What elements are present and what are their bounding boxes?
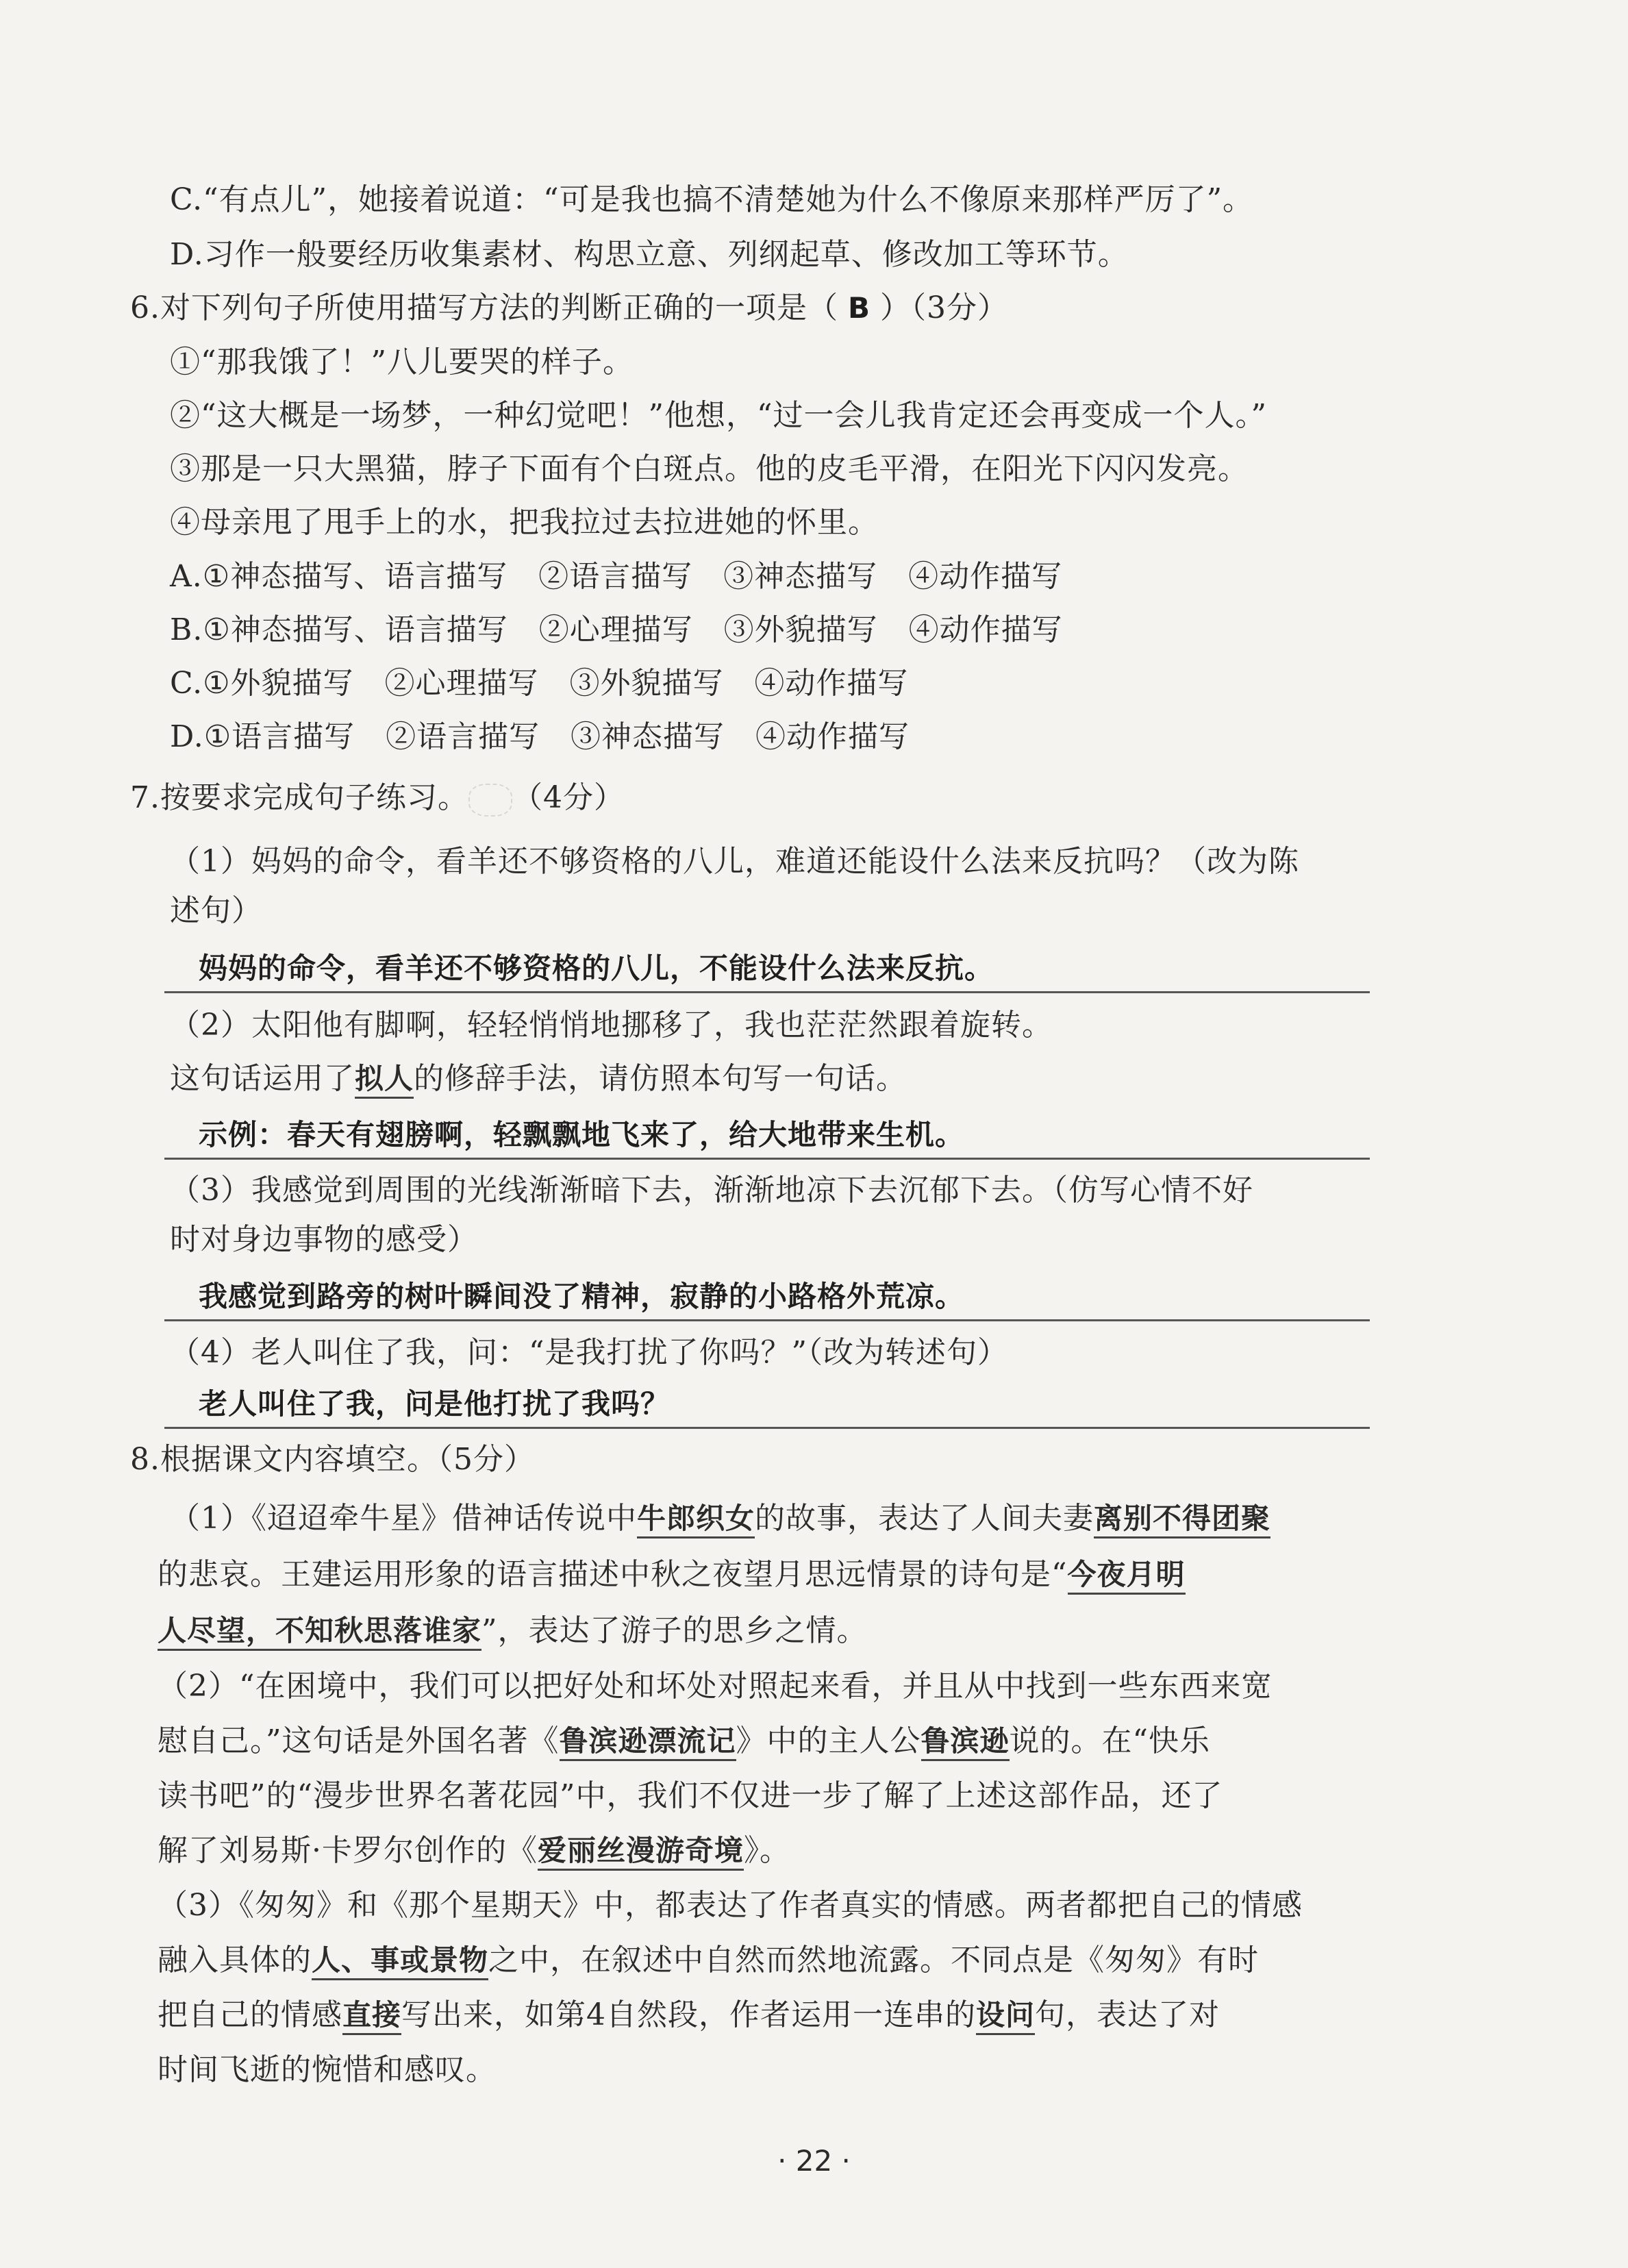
q8-fill-5: 鲁滨逊 bbox=[921, 1724, 1010, 1761]
q8-line-10: 把自己的情感直接写出来，如第4自然段，作者运用一连串的设问句，表达了对 bbox=[158, 2000, 1220, 2030]
q6-option-b: B.①神态描写、语言描写 ②心理描写 ③外貌描写 ④动作描写 bbox=[170, 612, 1063, 647]
q8-fill-7: 人、事或景物 bbox=[312, 1943, 488, 1980]
answer-line bbox=[164, 991, 1370, 993]
q7-stem: 7.按要求完成句子练习。 （4分） bbox=[130, 780, 625, 815]
q7-prompt-2a: （2）太阳他有脚啊，轻轻悄悄地挪移了，我也茫茫然跟着旋转。 bbox=[170, 1008, 1053, 1043]
q6-sentence-4: ④母亲甩了甩手上的水，把我拉过去拉进她的怀里。 bbox=[170, 505, 879, 540]
q8-line-6: 读书吧”的“漫步世界名著花园”中，我们不仅进一步了解了上述这部作品，还了 bbox=[158, 1778, 1223, 1813]
q7-prompt-4: （4）老人叫住了我，问：“是我打扰了你吗？”（改为转述句） bbox=[170, 1335, 1008, 1370]
q7-answer-4: 老人叫住了我，问是他打扰了我吗？ bbox=[199, 1387, 671, 1421]
q8-line-5: 慰自己。”这句话是外国名著《鲁滨逊漂流记》中的主人公鲁滨逊说的。在“快乐 bbox=[158, 1726, 1210, 1756]
q7-prompt-1b: 述句） bbox=[170, 893, 262, 928]
q7-fill-rhetoric: 拟人 bbox=[355, 1062, 414, 1099]
q7-prompt-3a: （3）我感觉到周围的光线渐渐暗下去，渐渐地凉下去沉郁下去。（仿写心情不好 bbox=[170, 1173, 1253, 1208]
q7-answer-1: 妈妈的命令，看羊还不够资格的八儿，不能设什么法来反抗。 bbox=[199, 951, 994, 985]
q7-prompt-1a: （1）妈妈的命令，看羊还不够资格的八儿，难道还能设什么法来反抗吗？（改为陈 bbox=[170, 844, 1299, 879]
q8-fill-8: 直接 bbox=[342, 1998, 401, 2035]
q8-fill-4: 鲁滨逊漂流记 bbox=[560, 1724, 736, 1761]
q5-option-c: C.“有点儿”，她接着说道：“可是我也搞不清楚她为什么不像原来那样严厉了”。 bbox=[170, 182, 1254, 217]
q6-option-c: C.①外貌描写 ②心理描写 ③外貌描写 ④动作描写 bbox=[170, 666, 909, 701]
q8-fill-2: 离别不得团聚 bbox=[1094, 1501, 1270, 1538]
q8-fill-6: 爱丽丝漫游奇境 bbox=[538, 1834, 744, 1871]
q7-answer-2: 示例：春天有翅膀啊，轻飘飘地飞来了，给大地带来生机。 bbox=[199, 1118, 965, 1151]
q8-line-4: （2）“在困境中，我们可以把好处和坏处对照起来看，并且从中找到一些东西来宽 bbox=[158, 1669, 1273, 1704]
q7-prompt-2b: 这句话运用了拟人的修辞手法，请仿照本句写一句话。 bbox=[170, 1064, 907, 1094]
q8-fill-9: 设问 bbox=[976, 1998, 1035, 2035]
q8-fill-3b: 人尽望，不知秋思落谁家 bbox=[158, 1614, 481, 1651]
q6-option-a: A.①神态描写、语言描写 ②语言描写 ③神态描写 ④动作描写 bbox=[170, 559, 1063, 594]
q8-line-7: 解了刘易斯·卡罗尔创作的《爱丽丝漫游奇境》。 bbox=[158, 1836, 790, 1866]
answer-line bbox=[164, 1319, 1370, 1321]
q7-prompt-3b: 时对身边事物的感受） bbox=[170, 1222, 478, 1257]
answer-line bbox=[164, 1427, 1370, 1429]
q5-option-d: D.习作一般要经历收集素材、构思立意、列纲起草、修改加工等环节。 bbox=[170, 237, 1129, 272]
stamp-mark bbox=[468, 784, 512, 817]
answer-line bbox=[164, 1158, 1370, 1160]
page-number: · 22 · bbox=[777, 2144, 851, 2178]
q6-stem: 6.对下列句子所使用描写方法的判断正确的一项是（ B ）（3分） bbox=[130, 290, 1008, 325]
q6-sentence-1: ①“那我饿了！”八儿要哭的样子。 bbox=[170, 345, 634, 379]
q7-answer-3: 我感觉到路旁的树叶瞬间没了精神，寂静的小路格外荒凉。 bbox=[199, 1280, 965, 1313]
q8-fill-3a: 今夜月明 bbox=[1068, 1558, 1186, 1595]
q8-line-1: （1）《迢迢牵牛星》借神话传说中牛郎织女的故事，表达了人间夫妻离别不得团聚 bbox=[170, 1504, 1270, 1534]
q8-line-11: 时间飞逝的惋惜和感叹。 bbox=[158, 2052, 497, 2087]
q6-answer: B bbox=[847, 291, 871, 325]
q8-line-9: 融入具体的人、事或景物之中，在叙述中自然而然地流露。不同点是《匆匆》有时 bbox=[158, 1945, 1259, 1976]
q8-line-8: （3）《匆匆》和《那个星期天》中，都表达了作者真实的情感。两者都把自己的情感 bbox=[158, 1888, 1303, 1923]
q8-fill-1: 牛郎织女 bbox=[637, 1501, 755, 1538]
q6-sentence-3: ③那是一只大黑猫，脖子下面有个白斑点。他的皮毛平滑，在阳光下闪闪发亮。 bbox=[170, 451, 1249, 486]
q8-line-3: 人尽望，不知秋思落谁家”，表达了游子的思乡之情。 bbox=[158, 1616, 868, 1646]
q6-option-d: D.①语言描写 ②语言描写 ③神态描写 ④动作描写 bbox=[170, 719, 910, 754]
q6-sentence-2: ②“这大概是一场梦，一种幻觉吧！”他想，“过一会儿我肯定还会再变成一个人。” bbox=[170, 398, 1267, 433]
q8-stem: 8.根据课文内容填空。（5分） bbox=[130, 1442, 535, 1477]
q8-line-2: 的悲哀。王建运用形象的语言描述中秋之夜望月思远情景的诗句是“今夜月明 bbox=[158, 1560, 1186, 1590]
